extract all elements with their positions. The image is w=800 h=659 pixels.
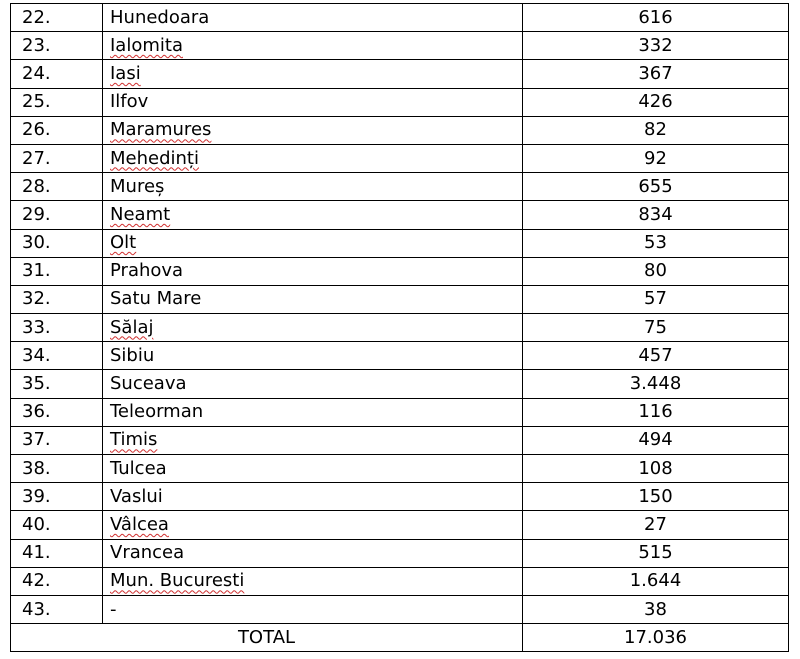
table-row — [11, 567, 789, 595]
row-number: 34. — [11, 342, 103, 370]
county-name: Timis — [110, 429, 158, 451]
table-row — [11, 370, 789, 398]
table-row — [11, 32, 789, 60]
county-name-cell — [103, 314, 523, 342]
table-row — [11, 595, 789, 623]
county-name-cell — [103, 539, 523, 567]
county-name-cell — [103, 426, 523, 454]
county-name-cell — [103, 342, 523, 370]
county-name: Vrancea — [110, 542, 185, 564]
table-body — [11, 4, 789, 652]
row-number: 43. — [11, 595, 103, 623]
row-number: 33. — [11, 314, 103, 342]
count-value: 616 — [523, 4, 789, 32]
count-value: 57 — [523, 285, 789, 313]
table-row — [11, 257, 789, 285]
county-name-cell — [103, 32, 523, 60]
count-value: 82 — [523, 116, 789, 144]
row-number: 39. — [11, 483, 103, 511]
count-value: 515 — [523, 539, 789, 567]
county-name: Mureș — [110, 175, 165, 197]
county-name: Hunedoara — [110, 6, 210, 28]
county-name: Ialomita — [110, 34, 183, 56]
row-number: 26. — [11, 116, 103, 144]
county-name-cell — [103, 173, 523, 201]
total-row — [11, 624, 789, 652]
row-number: 32. — [11, 285, 103, 313]
row-number: 23. — [11, 32, 103, 60]
table-row — [11, 398, 789, 426]
count-value: 53 — [523, 229, 789, 257]
county-name-cell — [103, 116, 523, 144]
county-name-cell — [103, 398, 523, 426]
county-name: Vaslui — [110, 485, 163, 507]
row-number: 35. — [11, 370, 103, 398]
table-row — [11, 511, 789, 539]
count-value: 426 — [523, 88, 789, 116]
county-name: Maramures — [110, 119, 212, 141]
table-row — [11, 229, 789, 257]
table-row — [11, 173, 789, 201]
county-name: Ilfov — [110, 91, 149, 113]
count-value: 80 — [523, 257, 789, 285]
county-data-table — [10, 3, 789, 652]
count-value: 332 — [523, 32, 789, 60]
count-value: 150 — [523, 483, 789, 511]
table-row — [11, 455, 789, 483]
county-name: Iasi — [110, 62, 141, 84]
row-number: 42. — [11, 567, 103, 595]
row-number: 31. — [11, 257, 103, 285]
table-row — [11, 116, 789, 144]
count-value: 834 — [523, 201, 789, 229]
county-name: Tulcea — [110, 457, 167, 479]
county-name-cell — [103, 595, 523, 623]
count-value: 1.644 — [523, 567, 789, 595]
county-name: Satu Mare — [110, 288, 202, 310]
total-value: 17.036 — [523, 624, 789, 652]
count-value: 655 — [523, 173, 789, 201]
count-value: 75 — [523, 314, 789, 342]
table-row — [11, 483, 789, 511]
county-name: Neamt — [110, 203, 171, 225]
county-name-cell — [103, 370, 523, 398]
county-name-cell — [103, 4, 523, 32]
row-number: 30. — [11, 229, 103, 257]
count-value: 3.448 — [523, 370, 789, 398]
row-number: 27. — [11, 144, 103, 172]
county-name-cell — [103, 511, 523, 539]
county-name: Mun. Bucuresti — [110, 570, 245, 592]
county-name-cell — [103, 229, 523, 257]
row-number: 40. — [11, 511, 103, 539]
count-value: 92 — [523, 144, 789, 172]
count-value: 494 — [523, 426, 789, 454]
county-name-cell — [103, 88, 523, 116]
county-name: Mehedinți — [110, 147, 199, 169]
table-row — [11, 88, 789, 116]
row-number: 28. — [11, 173, 103, 201]
county-name: Sibiu — [110, 344, 155, 366]
row-number: 37. — [11, 426, 103, 454]
county-name-cell — [103, 257, 523, 285]
count-value: 38 — [523, 595, 789, 623]
county-name: Olt — [110, 232, 137, 254]
county-name: Vâlcea — [110, 513, 169, 535]
row-number: 36. — [11, 398, 103, 426]
county-name-cell — [103, 483, 523, 511]
table-row — [11, 60, 789, 88]
count-value: 27 — [523, 511, 789, 539]
row-number: 41. — [11, 539, 103, 567]
count-value: 367 — [523, 60, 789, 88]
row-number: 25. — [11, 88, 103, 116]
total-label: TOTAL — [11, 624, 523, 652]
table-row — [11, 4, 789, 32]
county-name: Sălaj — [110, 316, 154, 338]
county-name: Prahova — [110, 260, 184, 282]
county-name-cell — [103, 201, 523, 229]
county-name: Suceava — [110, 373, 187, 395]
county-name-cell — [103, 567, 523, 595]
county-name-cell — [103, 60, 523, 88]
table-row — [11, 342, 789, 370]
row-number: 29. — [11, 201, 103, 229]
row-number: 38. — [11, 455, 103, 483]
table-row — [11, 314, 789, 342]
table-row — [11, 144, 789, 172]
row-number: 24. — [11, 60, 103, 88]
table-row — [11, 201, 789, 229]
table-row — [11, 426, 789, 454]
count-value: 457 — [523, 342, 789, 370]
count-value: 116 — [523, 398, 789, 426]
table-row — [11, 285, 789, 313]
county-name-cell — [103, 455, 523, 483]
count-value: 108 — [523, 455, 789, 483]
row-number: 22. — [11, 4, 103, 32]
county-name: Teleorman — [110, 401, 204, 423]
table-row — [11, 539, 789, 567]
county-name-cell — [103, 285, 523, 313]
county-name-cell — [103, 144, 523, 172]
county-name: - — [110, 598, 117, 620]
